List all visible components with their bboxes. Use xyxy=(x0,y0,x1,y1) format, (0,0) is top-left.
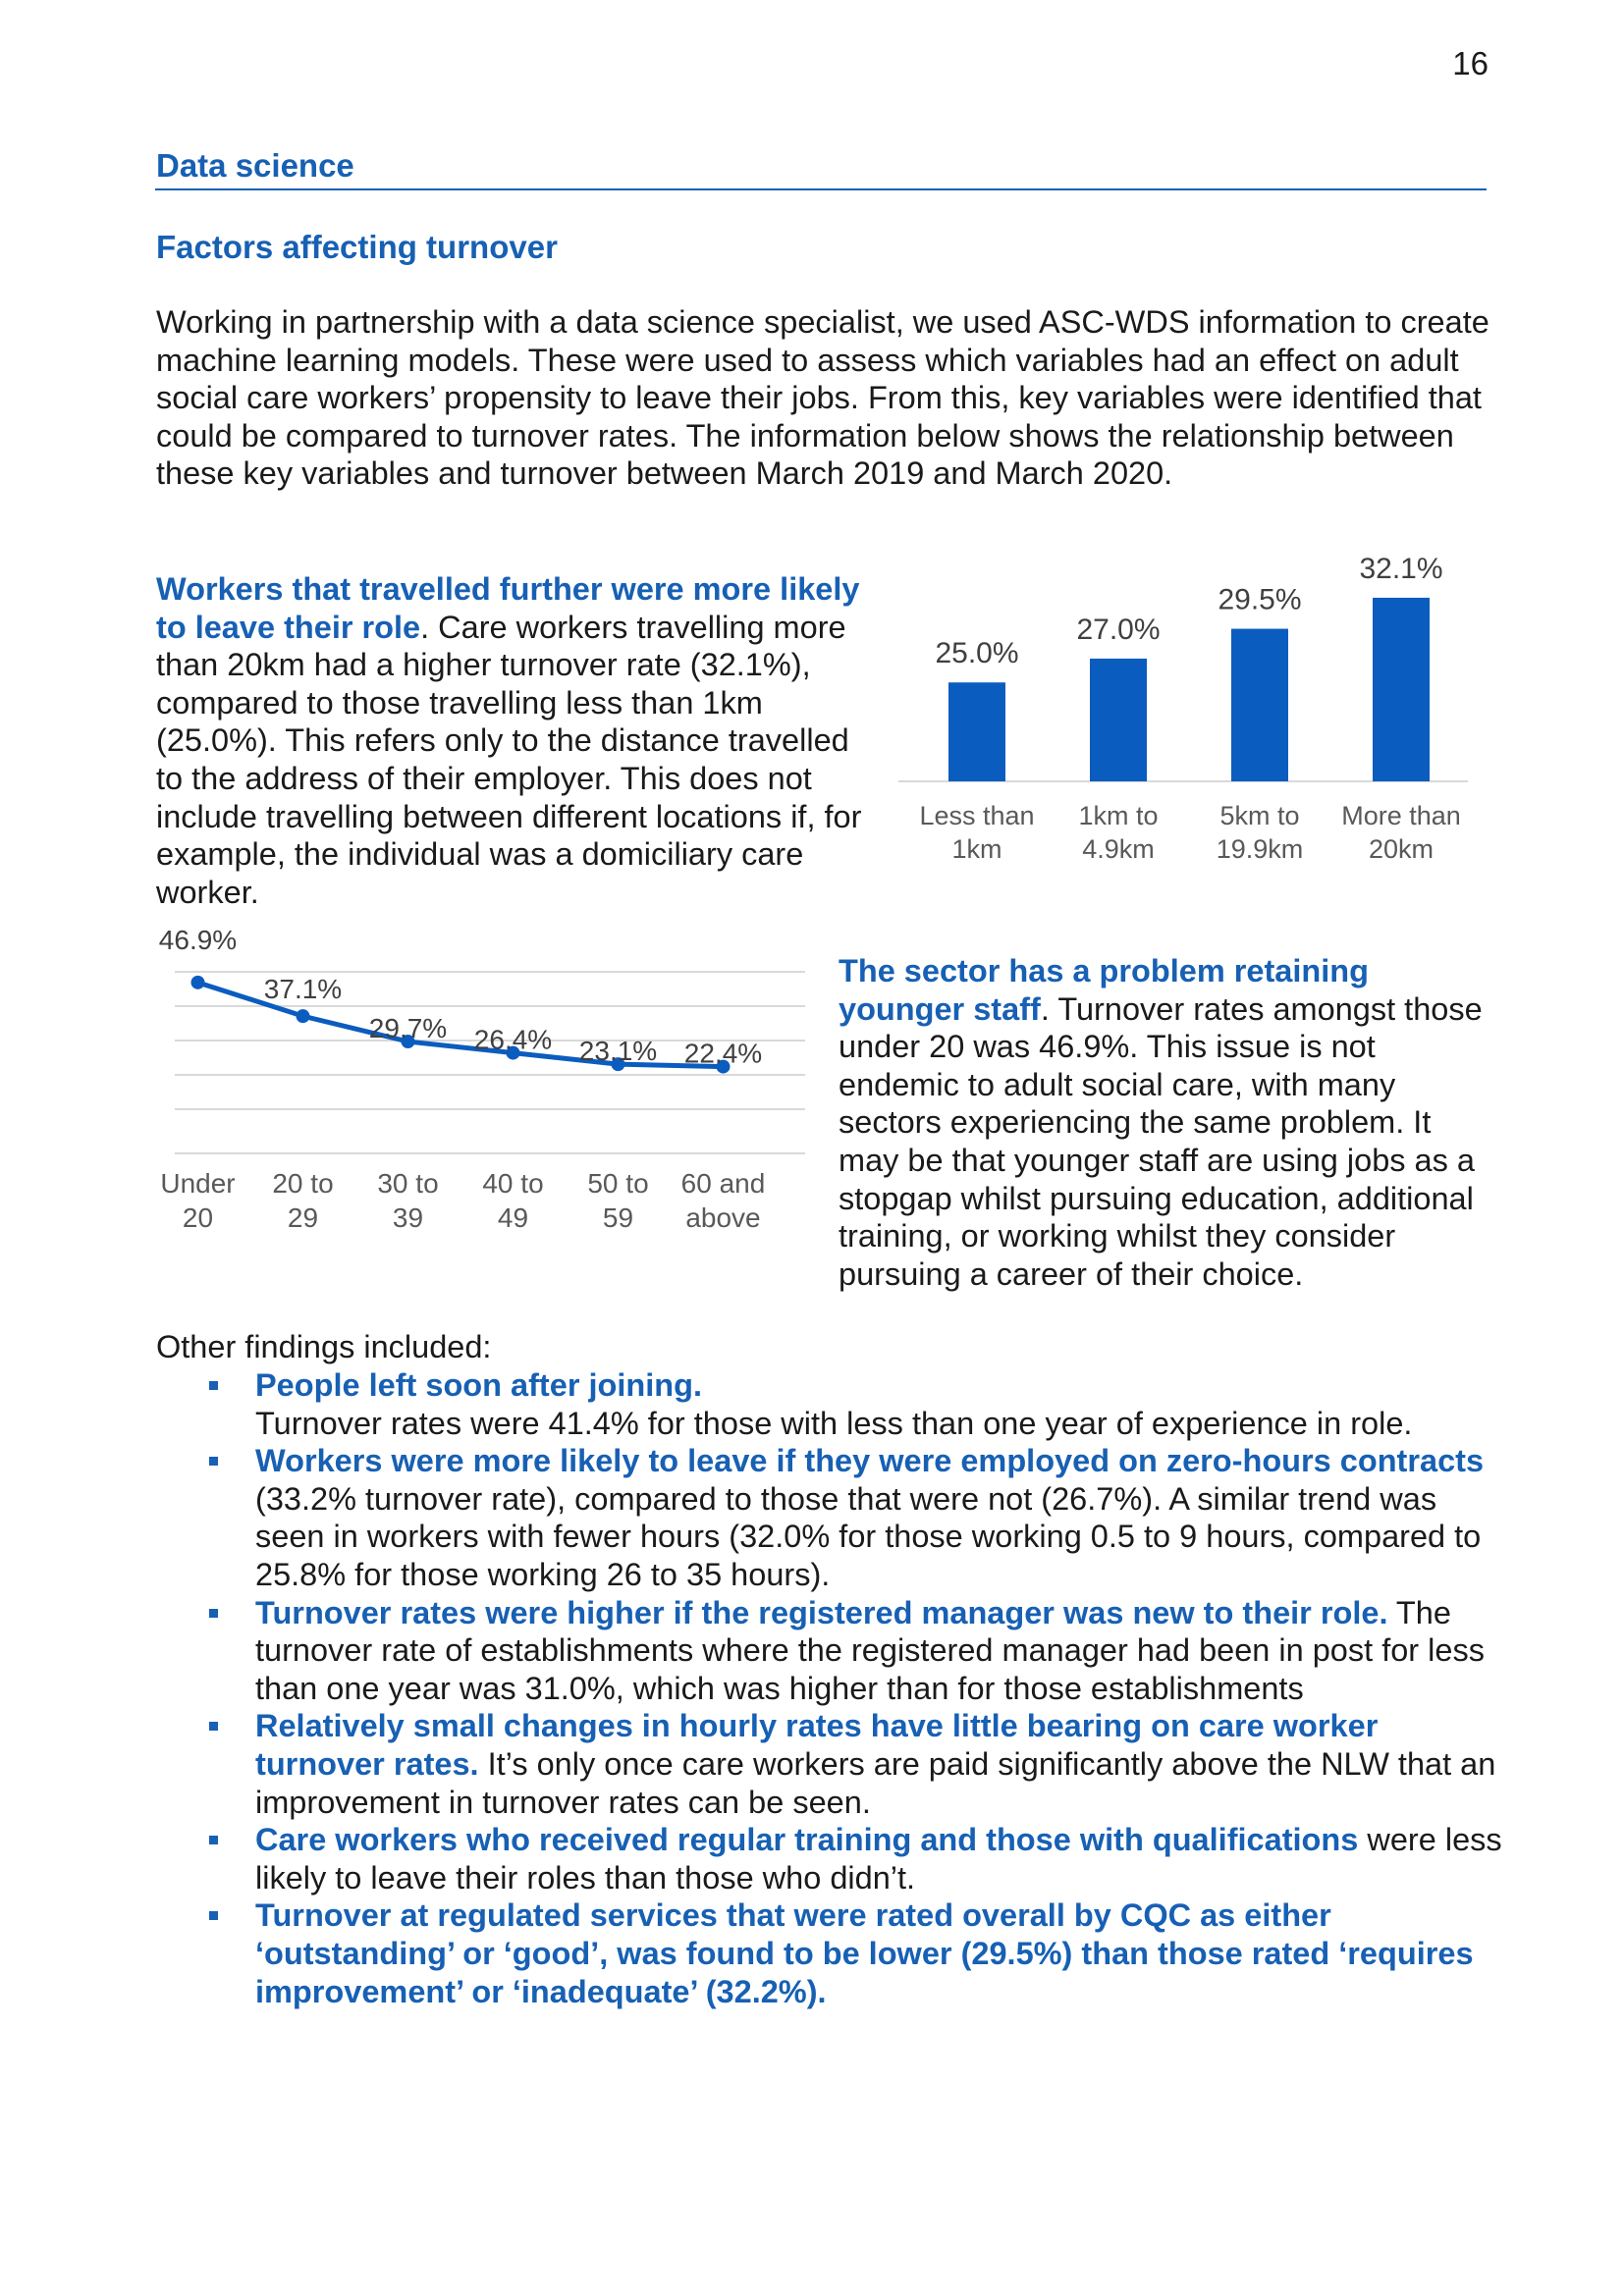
bar-category-label: 4.9km xyxy=(1082,834,1155,864)
bar-category-label: 1km xyxy=(951,834,1002,864)
line-data-label: 22.4% xyxy=(683,1038,763,1069)
travel-paragraph xyxy=(156,570,883,911)
line-data-label: 26.4% xyxy=(473,1024,553,1055)
bar-category-label: More than xyxy=(1341,801,1461,830)
bar-category-label: 5km to xyxy=(1219,801,1300,830)
line-data-label: 46.9% xyxy=(158,924,238,955)
line-category-label: 59 xyxy=(602,1202,634,1233)
bullet-icon xyxy=(209,1911,218,1920)
line-category-label: 50 to xyxy=(587,1168,649,1199)
bullet-icon xyxy=(209,1609,218,1618)
finding-text: Turnover rates were 41.4% for those with less than one year of experience in role. xyxy=(255,1405,1413,1441)
other-findings-label: Other findings included: xyxy=(156,1329,492,1364)
finding-item xyxy=(156,1366,1511,1442)
bar-data-label: 27.0% xyxy=(1076,613,1161,646)
bar-0 xyxy=(948,682,1005,781)
finding-highlight: Relatively small changes in hourly rates have little bearing on care worker turnover rates. xyxy=(255,1708,1379,1782)
page-number: 16 xyxy=(1452,45,1489,81)
finding-highlight: Workers were more likely to leave if they were employed on zero-hours contracts xyxy=(255,1443,1485,1479)
finding-item xyxy=(156,1821,1511,1896)
line-category-label: 20 to xyxy=(272,1168,334,1199)
line-category-label: 40 to xyxy=(482,1168,544,1199)
section-divider xyxy=(155,188,1487,190)
bullet-icon xyxy=(209,1457,218,1466)
young-staff-paragraph xyxy=(839,952,1487,1293)
intro-paragraph: Working in partnership with a data science specialist, we used ASC-WDS information to create machine learning models. These were used to assess which variables had an effect on adult social care workers’ propensity to leave their jobs. From this, key variables were identified that could be compared to turnover rates. The information below shows the relationship between these key variables and turnover between March 2019 and March 2020. xyxy=(156,304,1489,492)
bar-3 xyxy=(1373,598,1430,781)
bullet-icon xyxy=(209,1836,218,1844)
finding-highlight: People left soon after joining. xyxy=(255,1367,703,1403)
bar-category-label: 19.9km xyxy=(1216,834,1304,864)
finding-highlight: Care workers who received regular training and those with qualifications xyxy=(255,1822,1359,1858)
line-point-1 xyxy=(297,1009,310,1023)
finding-item xyxy=(156,1594,1511,1708)
line-category-label: 30 to xyxy=(377,1168,439,1199)
subheading: Factors affecting turnover xyxy=(156,229,558,265)
bar-2 xyxy=(1231,629,1288,781)
young-body: . Turnover rates amongst those under 20 was 46.9%. This issue is not endemic to adult social care, with many sectors experiencing the same problem. It may be that younger staff are using jobs as a stopgap whilst pursuing education, additional training, or working whilst they consider pursuing a career of their choice. xyxy=(839,990,1483,1292)
finding-item xyxy=(156,1442,1511,1593)
travel-body: . Care workers travelling more than 20km had a higher turnover rate (32.1%), compared to those travelling less than 1km (25.0%). This refers only to the distance travelled to the address of their employer. This does not include travelling between different locations if, for example, the individual was a domiciliary care worker. xyxy=(156,609,862,910)
young-headline: The sector has a problem retaining younger staff xyxy=(839,953,1369,1027)
line-category-label: Under xyxy=(160,1168,236,1199)
line-data-label: 29.7% xyxy=(368,1013,448,1044)
distance-bar-chart xyxy=(889,552,1478,891)
finding-text: (33.2% turnover rate), compared to those that were not (26.7%). A similar trend was seen in workers with fewer hours (32.0% for those working 0.5 to 9 hours, compared to 25.8% for those working 26 to 35 hours). xyxy=(255,1480,1482,1592)
line-category-label: 49 xyxy=(497,1202,529,1233)
line-category-label: 60 and xyxy=(680,1168,766,1199)
bar-data-label: 32.1% xyxy=(1359,552,1443,585)
finding-item xyxy=(156,1707,1511,1821)
age-line-chart xyxy=(147,924,815,1256)
bullet-icon xyxy=(209,1722,218,1731)
line-category-label: 20 xyxy=(182,1202,214,1233)
bar-data-label: 29.5% xyxy=(1218,583,1302,616)
finding-text: It’s only once care workers are paid significantly above the NLW that an improvement in turnover rates can be seen. xyxy=(255,1745,1496,1820)
bar-data-label: 25.0% xyxy=(935,637,1019,670)
line-point-0 xyxy=(191,976,205,989)
finding-highlight: Turnover at regulated services that were rated overall by CQC as either ‘outstanding’ or ‘good’, was found to be lower (29.5%) than those rated ‘requires improvement’ or ‘inadequate’ (32.2%). xyxy=(255,1897,1474,2009)
bar-category-label: 20km xyxy=(1368,834,1435,864)
line-category-label: 29 xyxy=(287,1202,319,1233)
line-category-label: 39 xyxy=(392,1202,424,1233)
finding-text: The turnover rate of establishments where the registered manager had been in post for less than one year was 31.0%, which was higher than for those establishments xyxy=(255,1594,1485,1706)
line-category-label: above xyxy=(685,1202,761,1233)
finding-item xyxy=(156,1896,1511,2010)
bar-category-label: Less than xyxy=(919,801,1035,830)
line-data-label: 23.1% xyxy=(578,1036,658,1067)
section-title: Data science xyxy=(156,147,354,184)
line-data-label: 37.1% xyxy=(263,974,343,1005)
finding-highlight: Turnover rates were higher if the registered manager was new to their role. xyxy=(255,1594,1388,1630)
travel-headline: Workers that travelled further were more likely to leave their role xyxy=(156,571,860,645)
bullet-icon xyxy=(209,1381,218,1390)
bar-1 xyxy=(1090,659,1147,781)
finding-text: were less likely to leave their roles than those who didn’t. xyxy=(255,1822,1502,1896)
findings-list xyxy=(156,1366,1511,2010)
bar-category-label: 1km to xyxy=(1078,801,1159,830)
